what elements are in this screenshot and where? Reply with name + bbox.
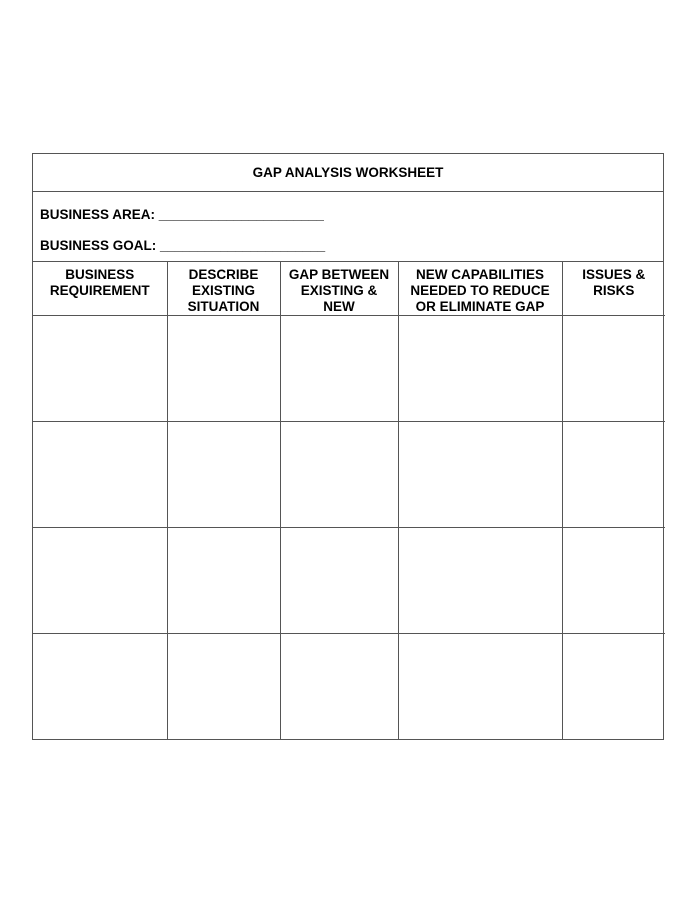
- table-cell[interactable]: [167, 316, 280, 422]
- table-cell[interactable]: [562, 634, 665, 740]
- table-cell[interactable]: [167, 422, 280, 528]
- table-cell[interactable]: [398, 528, 562, 634]
- table-cell[interactable]: [33, 422, 167, 528]
- table-row: [33, 528, 665, 634]
- table-cell[interactable]: [398, 634, 562, 740]
- gap-analysis-table: [33, 262, 665, 739]
- header-business-requirement: BUSINESS REQUIREMENT: [49, 267, 150, 298]
- table-cell[interactable]: [398, 422, 562, 528]
- table-cell[interactable]: [280, 422, 398, 528]
- gap-analysis-worksheet: [32, 153, 664, 740]
- table-cell[interactable]: [167, 634, 280, 740]
- table-cell[interactable]: [280, 634, 398, 740]
- table-cell[interactable]: [280, 316, 398, 422]
- table-cell[interactable]: [167, 528, 280, 634]
- table-cell[interactable]: [562, 528, 665, 634]
- table-cell[interactable]: [562, 316, 665, 422]
- business-area-field[interactable]: BUSINESS AREA: ______________________: [40, 207, 324, 222]
- table-row: [33, 316, 665, 422]
- table-cell[interactable]: [33, 316, 167, 422]
- worksheet-title: GAP ANALYSIS WORKSHEET: [33, 154, 663, 192]
- table-cell[interactable]: [33, 528, 167, 634]
- table-row: [33, 634, 665, 740]
- worksheet-fields: [33, 192, 663, 262]
- header-new-capabilities: NEW CAPABILITIES NEEDED TO REDUCE OR ELIMINATE GAP: [398, 262, 562, 316]
- header-gap-between-existing-new: GAP BETWEEN EXISTING & NEW: [280, 262, 398, 316]
- table-row: [33, 422, 665, 528]
- table-cell[interactable]: [280, 528, 398, 634]
- table-cell[interactable]: [562, 422, 665, 528]
- table-cell[interactable]: [33, 634, 167, 740]
- table-header-row: [33, 262, 665, 316]
- table-cell[interactable]: [398, 316, 562, 422]
- header-describe-existing-situation: DESCRIBE EXISTING SITUATION: [167, 262, 280, 316]
- business-goal-field[interactable]: BUSINESS GOAL: ______________________: [40, 238, 326, 253]
- header-issues-risks: ISSUES & RISKS: [562, 262, 665, 316]
